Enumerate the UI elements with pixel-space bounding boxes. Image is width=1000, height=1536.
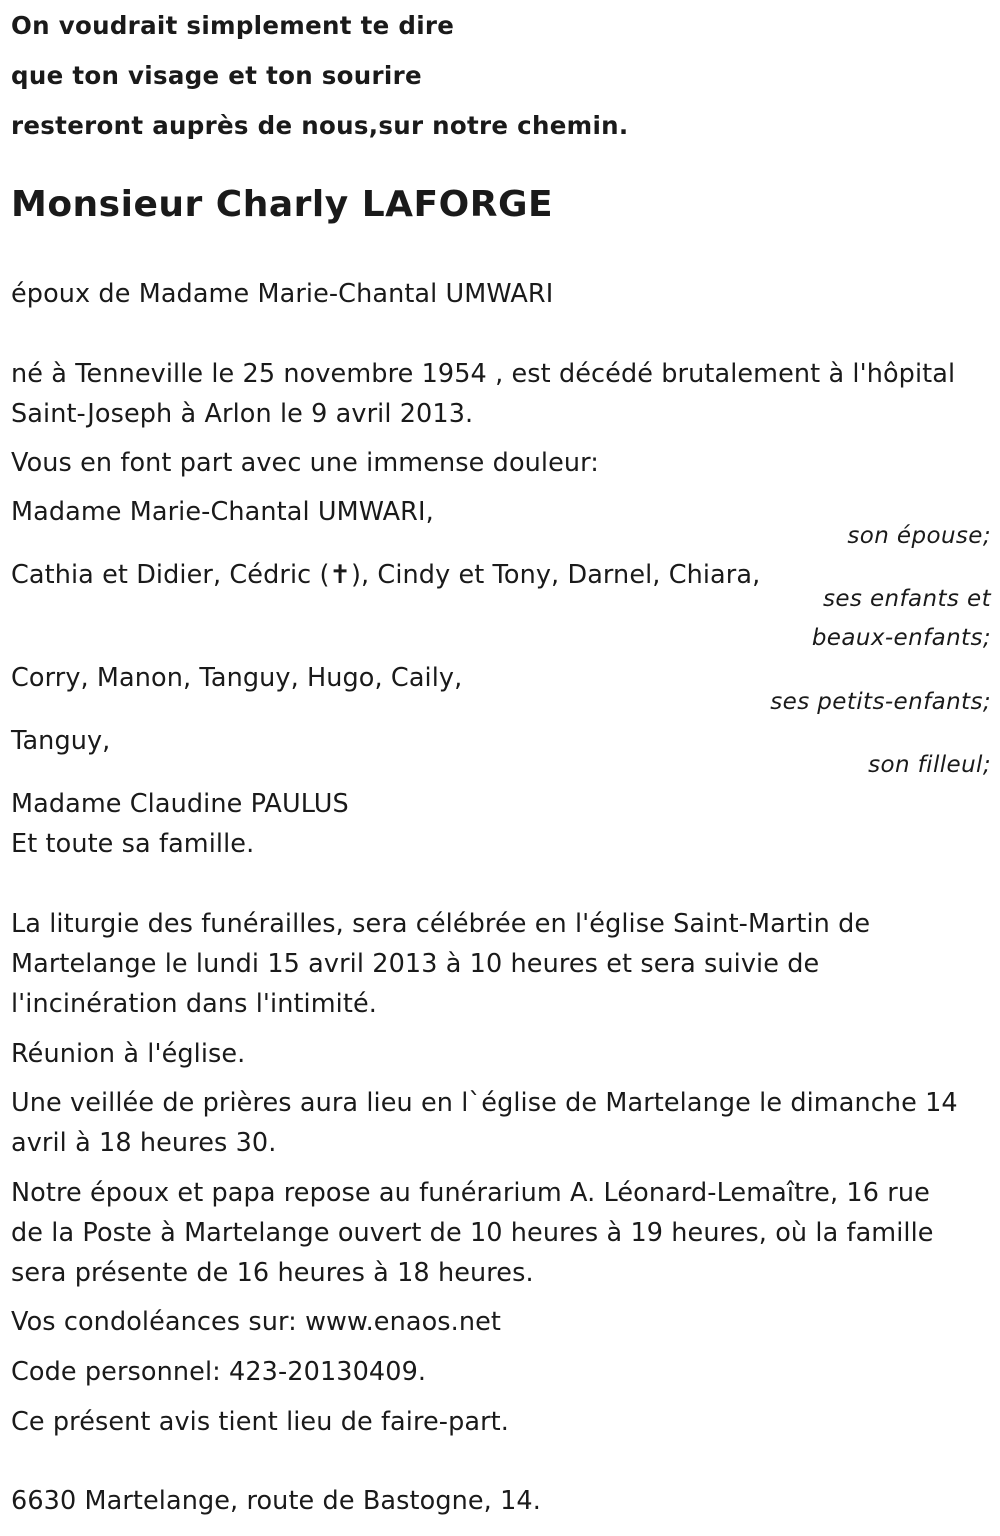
family-names: Corry, Manon, Tanguy, Hugo, Caily, bbox=[11, 663, 463, 693]
birth-death-line: Saint-Joseph à Arlon le 9 avril 2013. bbox=[11, 399, 474, 429]
funeral-info: Martelange le lundi 15 avril 2013 à 10 heures et sera suivie de bbox=[11, 949, 820, 979]
announcement: Vous en font part avec une immense douleur: bbox=[11, 448, 599, 478]
vigil-info: Une veillée de prières aura lieu en l`église de Martelange le dimanche 14 bbox=[11, 1088, 958, 1118]
condolences-line: Vos condoléances sur: www.enaos.net bbox=[11, 1307, 502, 1337]
epitaph-line: resteront auprès de nous,sur notre chemin. bbox=[11, 111, 629, 140]
family-names: Tanguy, bbox=[11, 726, 111, 756]
family-names: Cathia et Didier, Cédric (✝), Cindy et Tony, Darnel, Chiara, bbox=[11, 560, 761, 590]
family-relation: son épouse; bbox=[847, 523, 991, 549]
meeting-info: Réunion à l'église. bbox=[11, 1039, 246, 1069]
vigil-info: avril à 18 heures 30. bbox=[11, 1128, 277, 1158]
notice-line: Ce présent avis tient lieu de faire-part. bbox=[11, 1407, 509, 1437]
funeral-home-info: Notre époux et papa repose au funérarium A. Léonard-Lemaître, 16 rue bbox=[11, 1178, 930, 1208]
address: 6630 Martelange, route de Bastogne, 14. bbox=[11, 1486, 541, 1516]
funeral-info: La liturgie des funérailles, sera célébrée en l'église Saint-Martin de bbox=[11, 909, 871, 939]
family-relation: beaux-enfants; bbox=[811, 625, 991, 651]
personal-code: Code personnel: 423-20130409. bbox=[11, 1357, 427, 1387]
funeral-home-info: sera présente de 16 heures à 18 heures. bbox=[11, 1258, 534, 1288]
family-relation: ses enfants et bbox=[822, 586, 991, 612]
birth-death-line: né à Tenneville le 25 novembre 1954 , est décédé brutalement à l'hôpital bbox=[11, 359, 956, 389]
epitaph-line: On voudrait simplement te dire bbox=[11, 11, 455, 40]
other-relatives: Madame Claudine PAULUS bbox=[11, 789, 349, 819]
funeral-home-info: de la Poste à Martelange ouvert de 10 heures à 19 heures, où la famille bbox=[11, 1218, 934, 1248]
epitaph-line: que ton visage et ton sourire bbox=[11, 61, 422, 90]
family-relation: son filleul; bbox=[868, 752, 991, 778]
other-relatives: Et toute sa famille. bbox=[11, 829, 255, 859]
family-relation: ses petits-enfants; bbox=[770, 689, 991, 715]
funeral-info: l'incinération dans l'intimité. bbox=[11, 989, 377, 1019]
spouse-line: époux de Madame Marie-Chantal UMWARI bbox=[11, 279, 554, 309]
family-names: Madame Marie-Chantal UMWARI, bbox=[11, 497, 434, 527]
deceased-name: Monsieur Charly LAFORGE bbox=[11, 184, 554, 225]
